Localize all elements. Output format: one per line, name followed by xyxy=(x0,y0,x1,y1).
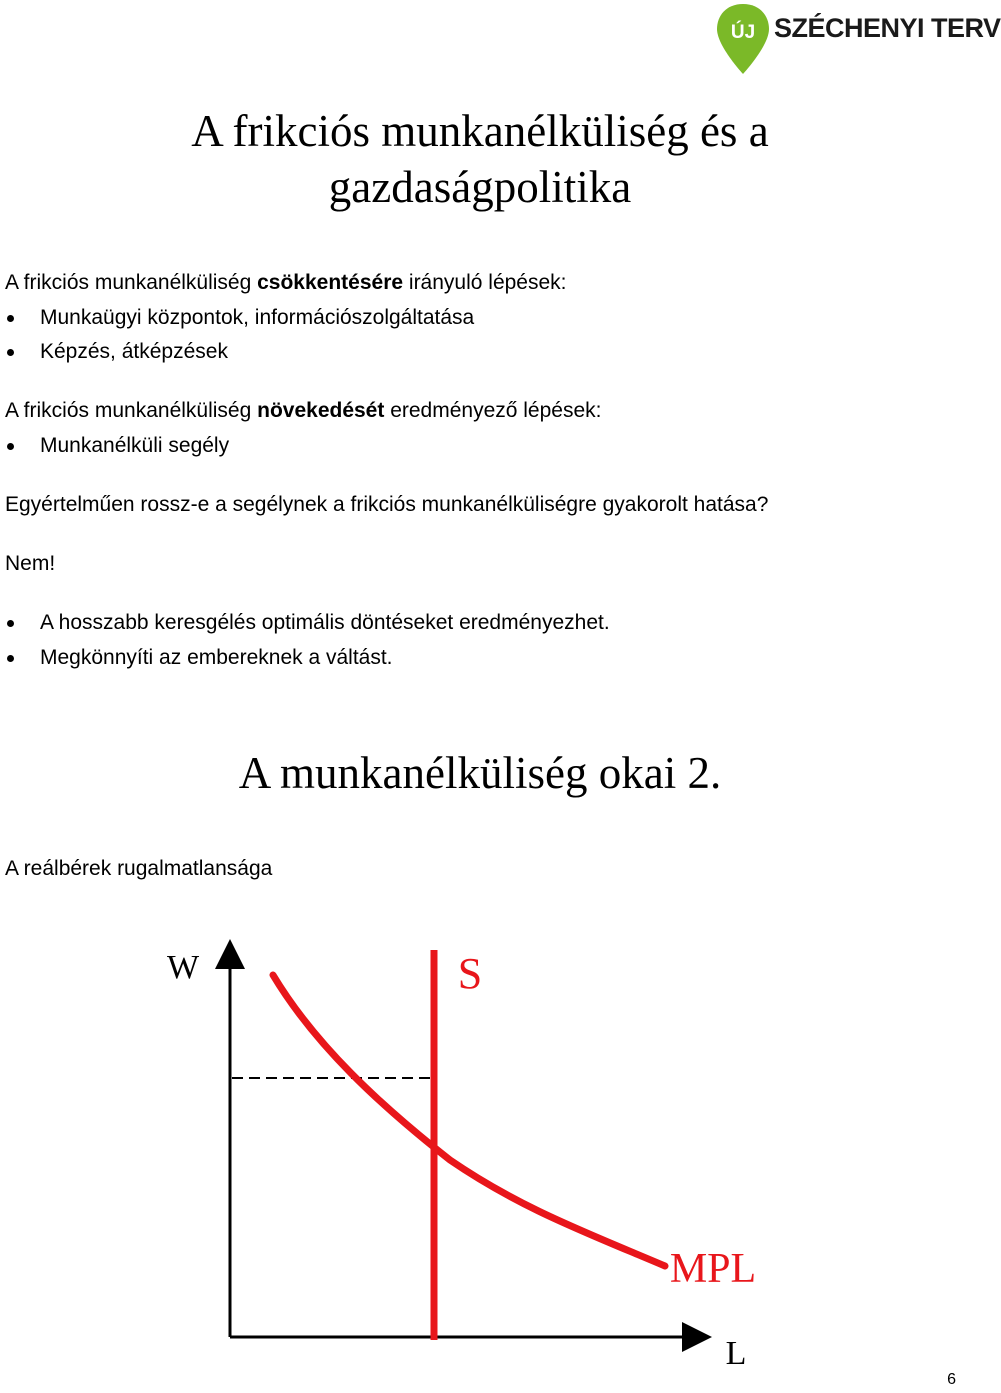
logo-badge: ÚJ xyxy=(730,22,756,43)
answer-text: Nem! xyxy=(5,552,56,575)
location-pin-icon xyxy=(712,0,774,78)
list-item-text: Munkaügyi központok, információszolgáltatása xyxy=(40,306,475,329)
list-item-text: A hosszabb keresgélés optimális döntéseket eredményezhet. xyxy=(40,611,610,634)
section-title: A munkanélküliség okai 2. xyxy=(238,748,722,798)
p2-text-before: A frikciós munkanélküliség xyxy=(5,399,258,422)
szechenyi-terv-logo xyxy=(712,0,1001,78)
series-mpl-curve xyxy=(273,975,665,1266)
bullet-icon xyxy=(7,315,14,322)
list-item-text: Megkönnyíti az embereknek a váltást. xyxy=(40,646,393,669)
paragraph-decrease xyxy=(5,270,567,296)
page-title-line1: A frikciós munkanélküliség és a xyxy=(191,106,769,156)
p2-text-after: eredményező lépések: xyxy=(384,399,602,422)
bullet-icon xyxy=(7,655,14,662)
list-item-text: Munkanélküli segély xyxy=(40,434,230,457)
page-number: 6 xyxy=(947,1371,956,1388)
paragraph-increase xyxy=(5,398,602,424)
list-item-text: Képzés, átképzések xyxy=(40,340,228,363)
p1-text-after: irányuló lépések: xyxy=(403,271,567,294)
p1-text-before: A frikciós munkanélküliség xyxy=(5,271,258,294)
bullet-icon xyxy=(7,443,14,450)
question-text: Egyértelműen rossz-e a segélynek a frikciós munkanélküliségre gyakorolt hatása? xyxy=(5,493,769,516)
labor-market-chart xyxy=(0,930,960,1393)
logo-text: SZÉCHENYI TERV xyxy=(774,13,1001,43)
series-label-mpl: MPL xyxy=(669,1246,757,1292)
y-axis-label: W xyxy=(166,949,200,986)
series-label-s: S xyxy=(457,949,483,998)
p1-bold: csökkentésére xyxy=(257,271,404,294)
section-subtitle: A reálbérek rugalmatlansága xyxy=(5,857,273,880)
x-axis-label: L xyxy=(725,1335,747,1372)
page-title-line2: gazdaságpolitika xyxy=(328,162,632,212)
bullet-icon xyxy=(7,620,14,627)
p2-bold: növekedését xyxy=(257,399,385,422)
bullet-icon xyxy=(7,349,14,356)
